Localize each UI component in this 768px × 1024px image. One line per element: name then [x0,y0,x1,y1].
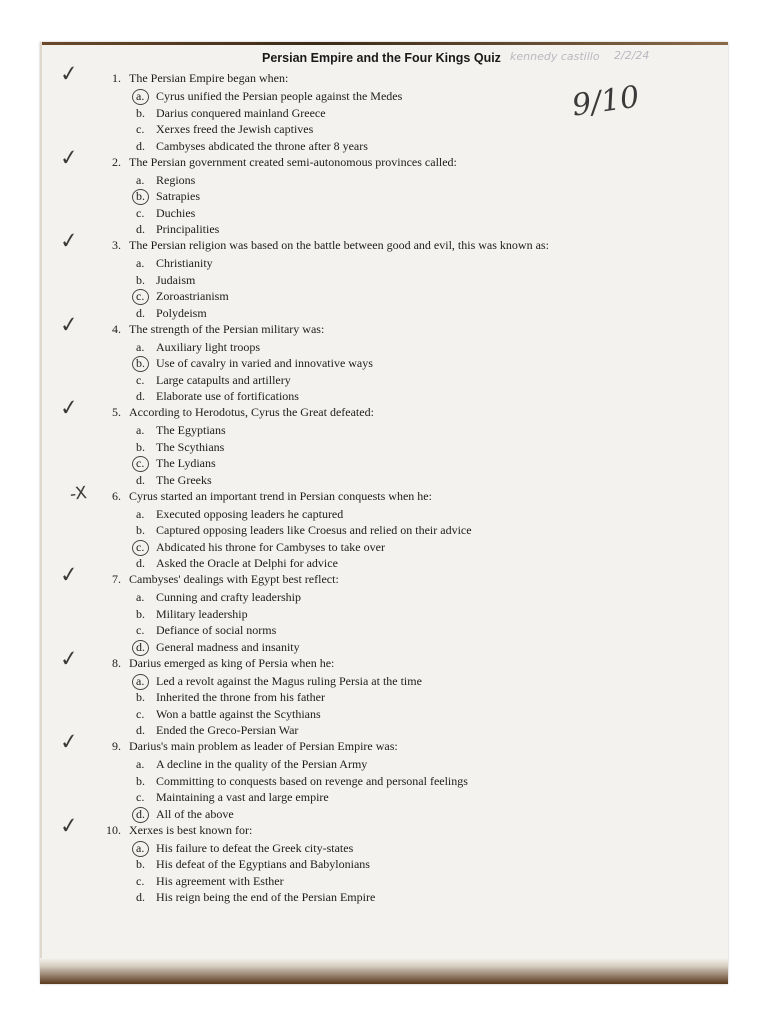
answer-options [136,422,226,488]
answer-text: Christianity [156,256,213,270]
answer-text: Committing to conquests based on revenge and personal feelings [156,773,468,788]
circled-answer-letter: b. [136,355,150,372]
answer-option [136,121,402,138]
checkmark-icon: ✓ [58,144,80,172]
answer-text: Military leadership [156,606,248,621]
answer-text: A decline in the quality of the Persian Army [156,757,368,771]
answer-option [136,472,226,489]
answer-options [136,339,373,405]
answer-option [136,138,402,155]
question-number: 8. [112,655,121,670]
answer-letter: b. [136,523,145,538]
answer-text: Use of cavalry in varied and innovative ways [156,356,373,371]
answer-option [136,522,472,539]
checkmark-icon: ✓ [58,729,80,756]
quiz-title: Persian Empire and the Four Kings Quiz [262,51,501,65]
question-number: 3. [112,238,121,252]
question-number: 4. [112,321,121,336]
answer-option [136,255,229,272]
checkmark-icon: ✓ [58,395,80,422]
answer-options [136,840,375,906]
circled-answer-letter: b. [136,188,150,205]
answer-options [136,506,472,572]
answer-option [136,722,422,739]
question-stem [99,571,339,587]
answer-letter: a. [136,506,145,521]
answer-text: His defeat of the Egyptians and Babylonians [156,857,370,872]
question-text: The Persian Empire began when: [129,71,289,85]
answer-option [136,689,422,706]
answer-text: The Scythians [156,439,225,454]
question-number: 10. [106,822,121,837]
answer-text: The Greeks [156,472,212,487]
question-1 [40,61,728,154]
answer-text: Regions [156,172,196,187]
question-number: 1. [112,71,121,85]
answer-text: Abdicated his throne for Cambyses to take over [156,539,385,554]
answer-letter: a. [136,256,145,270]
answer-option [136,889,375,906]
answer-option [136,840,375,857]
answer-option [136,172,219,189]
answer-text: Cambyses abdicated the throne after 8 years [156,138,368,153]
answer-text: The Egyptians [156,423,226,437]
answer-option [136,105,402,122]
answer-letter: b. [136,606,145,621]
circled-answer-letter: c. [136,288,150,305]
question-text: Cyrus started an important trend in Persian conquests when he: [129,488,432,503]
answer-option [136,806,468,823]
answer-option [136,455,226,472]
answer-letter: d. [136,472,145,487]
answer-options [136,589,301,655]
answer-option [136,272,229,289]
question-stem [99,321,324,337]
circled-answer-letter: c. [136,539,150,556]
circled-answer-letter: a. [136,673,150,690]
answer-option [136,372,373,389]
answer-letter: d. [136,723,145,738]
circled-answer-letter: d. [136,639,150,656]
checkmark-icon: ✓ [58,228,80,255]
answer-letter: b. [136,773,145,788]
question-stem [99,154,457,170]
answer-letter: c. [136,873,145,888]
question-text: According to Herodotus, Cyrus the Great defeated: [129,405,374,419]
answer-letter: c. [136,205,145,220]
answer-option [136,622,301,639]
answer-option [136,88,402,105]
answer-text: Cyrus unified the Persian people against the Medes [156,89,403,103]
answer-letter: a. [136,757,145,771]
answer-option [136,773,468,790]
circled-answer-letter: a. [136,840,150,857]
answer-text: His agreement with Esther [156,873,284,888]
answer-option [136,555,472,572]
answer-text: Duchies [156,205,196,220]
question-list [40,61,728,905]
answer-letter: d. [136,890,145,905]
checkmark-icon: ✓ [58,812,80,840]
answer-letter: b. [136,105,145,120]
checkmark-icon: ✓ [58,645,80,673]
question-stem [99,404,374,420]
answer-option [136,221,219,238]
checkmark-icon: ✓ [58,562,80,589]
answer-text: His failure to defeat the Greek city-states [156,840,354,855]
answer-text: Elaborate use of fortifications [156,389,299,404]
answer-text: All of the above [156,806,234,821]
answer-option [136,355,373,372]
circled-answer-letter: a. [136,88,150,105]
answer-option [136,539,472,556]
question-text: Darius's main problem as leader of Persian Empire was: [129,739,398,753]
answer-text: Cunning and crafty leadership [156,590,301,604]
answer-letter: b. [136,439,145,454]
answer-text: Darius conquered mainland Greece [156,105,326,120]
answer-options [136,673,422,739]
answer-text: Xerxes freed the Jewish captives [156,122,314,137]
checkmark-icon: ✓ [58,311,80,339]
answer-option [136,706,422,723]
answer-options [136,756,468,822]
checkmark-icon: ✓ [58,61,80,88]
answer-letter: d. [136,138,145,153]
question-number: 5. [112,405,121,419]
answer-option [136,339,373,356]
question-text: Cambyses' dealings with Egypt best reflect: [129,572,339,586]
question-stem [99,488,432,504]
wrong-mark-icon: -X [68,482,88,505]
circled-answer-letter: d. [136,806,150,823]
quiz-date: 2/2/24 [614,49,650,62]
answer-text: Auxiliary light troops [156,339,260,354]
answer-option [136,305,229,322]
answer-letter: d. [136,389,145,404]
answer-letter: b. [136,272,145,287]
answer-letter: b. [136,690,145,705]
answer-option [136,606,301,623]
answer-letter: c. [136,372,145,387]
answer-text: Principalities [156,222,220,237]
question-number: 6. [112,488,121,503]
answer-option [136,388,373,405]
answer-text: Executed opposing leaders he captured [156,506,344,521]
quiz-paper [40,42,728,984]
answer-letter: a. [136,172,145,187]
question-6 [40,482,728,572]
answer-option [136,756,468,773]
answer-letter: c. [136,790,145,805]
answer-text: The Lydians [156,456,216,471]
answer-option [136,422,226,439]
answer-letter: d. [136,556,145,571]
answer-text: Satrapies [156,189,200,204]
question-stem [99,738,398,754]
answer-letter: c. [136,706,145,721]
answer-text: General madness and insanity [156,639,300,654]
answer-option [136,873,375,890]
answer-options [136,255,229,321]
answer-letter: a. [136,339,145,354]
answer-option [136,673,422,690]
question-stem [99,822,252,838]
question-number: 9. [112,739,121,753]
question-text: Darius emerged as king of Persia when he: [129,655,335,670]
answer-letter: c. [136,623,145,638]
answer-text: His reign being the end of the Persian Empire [156,890,376,905]
answer-letter: d. [136,222,145,237]
answer-text: Defiance of social norms [156,623,277,638]
answer-options [136,88,402,154]
question-text: The Persian religion was based on the battle between good and evil, this was known as: [129,238,549,252]
question-stem [99,655,334,671]
answer-text: Judaism [156,272,196,287]
answer-option [136,589,301,606]
answer-option [136,188,219,205]
answer-option [136,288,229,305]
answer-letter: d. [136,305,145,320]
answer-text: Large catapults and artillery [156,372,291,387]
answer-text: Inherited the throne from his father [156,690,325,705]
answer-option [136,506,472,523]
answer-option [136,205,219,222]
answer-options [136,172,219,238]
answer-option [136,639,301,656]
answer-letter: a. [136,590,145,604]
answer-letter: c. [136,122,145,137]
question-stem [99,237,549,253]
question-text: The strength of the Persian military was: [129,321,325,336]
question-number: 7. [112,572,121,586]
answer-text: Captured opposing leaders like Croesus and relied on their advice [156,523,472,538]
answer-text: Polydeism [156,305,207,320]
answer-text: Asked the Oracle at Delphi for advice [156,556,338,571]
answer-letter: b. [136,857,145,872]
answer-option [136,856,375,873]
answer-option [136,789,468,806]
answer-option [136,439,226,456]
answer-text: Maintaining a vast and large empire [156,790,329,805]
paper-top-edge [40,42,728,45]
score-mark: 9/10 [569,79,642,124]
question-stem [99,70,288,86]
question-text: The Persian government created semi-autonomous provinces called: [129,154,457,169]
answer-text: Led a revolt against the Magus ruling Persia at the time [156,673,422,688]
student-name: kennedy castillo [510,50,600,63]
question-text: Xerxes is best known for: [129,822,253,837]
answer-text: Won a battle against the Scythians [156,706,321,721]
circled-answer-letter: c. [136,455,150,472]
question-number: 2. [112,154,121,169]
paper-bottom-edge [40,958,728,984]
answer-text: Ended the Greco-Persian War [156,723,299,738]
answer-letter: a. [136,423,145,437]
answer-text: Zoroastrianism [156,289,229,304]
